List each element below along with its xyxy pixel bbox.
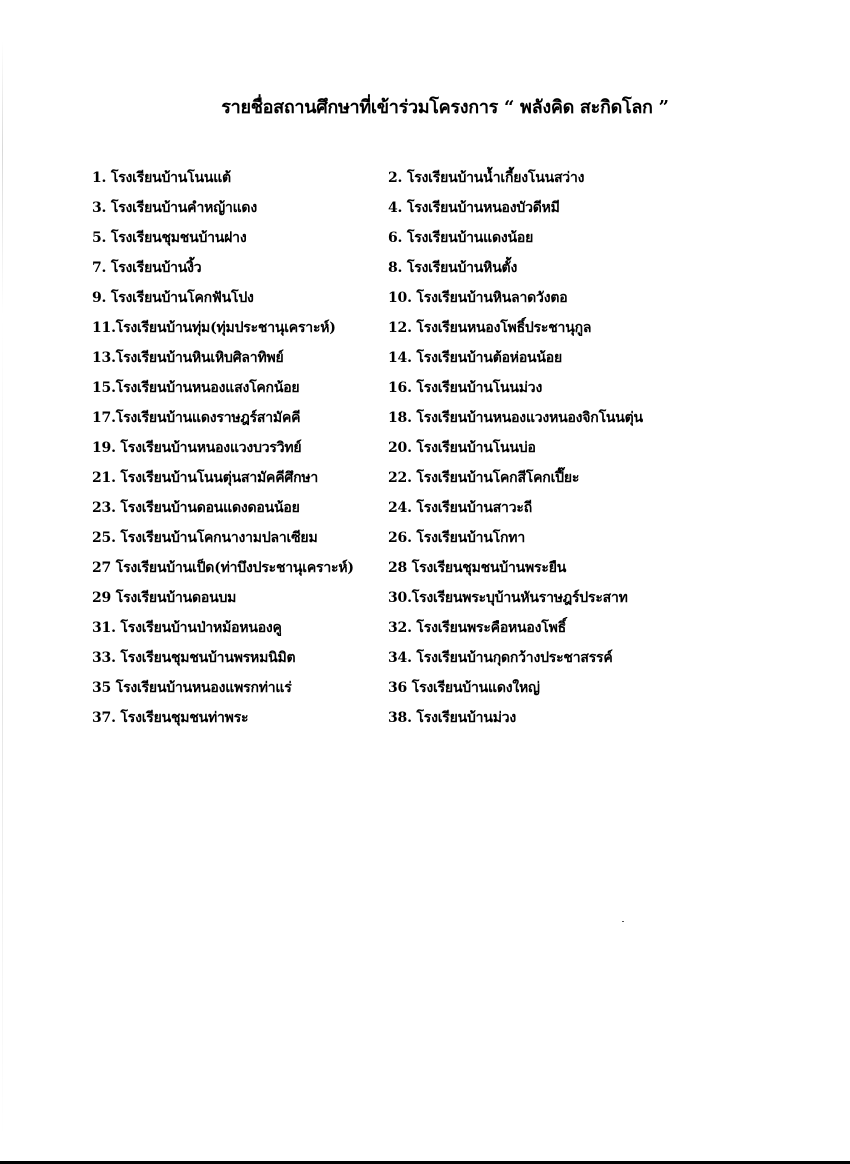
- scan-edge-shadow: [2, 40, 3, 1140]
- school-row: [92, 317, 712, 347]
- school-entry-left: 27 โรงเรียนบ้านเป็ด(ท่าบึงประชานุเคราะห์): [92, 560, 354, 576]
- school-entry-left: 5. โรงเรียนชุมชนบ้านฝาง: [92, 230, 247, 246]
- school-entry-right: 34. โรงเรียนบ้านกุดกว้างประชาสรรค์: [388, 650, 613, 666]
- school-row: [92, 377, 712, 407]
- school-entry-right: 2. โรงเรียนบ้านน้ำเกี้ยงโนนสว่าง: [388, 170, 585, 186]
- school-row: [92, 287, 712, 317]
- scan-speck: [622, 921, 624, 922]
- school-row: [92, 437, 712, 467]
- school-row: [92, 557, 712, 587]
- school-entry-right: 4. โรงเรียนบ้านหนองบัวดีหมี: [388, 200, 560, 216]
- school-row: [92, 227, 712, 257]
- school-entry-right: 30.โรงเรียนพระบุบ้านหันราษฎร์ประสาท: [388, 590, 628, 606]
- school-row: [92, 467, 712, 497]
- school-entry-right: 12. โรงเรียนหนองโพธิ์ประชานุกูล: [388, 320, 592, 336]
- document-title: รายชื่อสถานศึกษาที่เข้าร่วมโครงการ “ พลังคิด สะกิดโลก ”: [221, 97, 669, 118]
- school-entry-left: 23. โรงเรียนบ้านดอนแดงดอนน้อย: [92, 500, 300, 516]
- school-entry-right: 14. โรงเรียนบ้านต้อห่อนน้อย: [388, 350, 562, 366]
- school-entry-right: 18. โรงเรียนบ้านหนองแวงหนองจิกโนนตุ่น: [388, 410, 643, 426]
- school-entry-left: 3. โรงเรียนบ้านคำหญ้าแดง: [92, 200, 257, 216]
- school-entry-left: 13.โรงเรียนบ้านหินเหิบศิลาทิพย์: [92, 350, 284, 366]
- school-entry-right: 10. โรงเรียนบ้านหินลาดวังตอ: [388, 290, 568, 306]
- school-entry-left: 37. โรงเรียนชุมชนท่าพระ: [92, 710, 249, 726]
- school-entry-right: 26. โรงเรียนบ้านโกทา: [388, 530, 525, 546]
- school-row: [92, 617, 712, 647]
- school-entry-right: 20. โรงเรียนบ้านโนนบ่อ: [388, 440, 536, 456]
- school-entry-right: 36 โรงเรียนบ้านแดงใหญ่: [388, 680, 540, 696]
- school-entry-right: 32. โรงเรียนพระคือหนองโพธิ์: [388, 620, 566, 636]
- school-entry-left: 35 โรงเรียนบ้านหนองแพรกท่าแร่: [92, 680, 292, 696]
- school-entry-right: 24. โรงเรียนบ้านสาวะถี: [388, 500, 532, 516]
- school-row: [92, 677, 712, 707]
- school-row: [92, 257, 712, 287]
- school-entry-left: 29 โรงเรียนบ้านดอนบม: [92, 590, 237, 606]
- school-entry-left: 9. โรงเรียนบ้านโคกฟันโปง: [92, 290, 254, 306]
- school-row: [92, 167, 712, 197]
- school-row: [92, 407, 712, 437]
- school-entry-left: 17.โรงเรียนบ้านแดงราษฎร์สามัคคี: [92, 410, 301, 426]
- school-row: [92, 647, 712, 677]
- school-entry-left: 25. โรงเรียนบ้านโคกนางามปลาเซียม: [92, 530, 318, 546]
- school-entry-right: 28 โรงเรียนชุมชนบ้านพระยืน: [388, 560, 567, 576]
- school-row: [92, 197, 712, 227]
- school-entry-left: 33. โรงเรียนชุมชนบ้านพรหมนิมิต: [92, 650, 296, 666]
- school-row: [92, 497, 712, 527]
- school-row: [92, 707, 712, 737]
- school-entry-left: 31. โรงเรียนบ้านป่าหม้อหนองคู: [92, 620, 282, 636]
- school-entry-right: 16. โรงเรียนบ้านโนนม่วง: [388, 380, 543, 396]
- school-entry-left: 7. โรงเรียนบ้านงิ้ว: [92, 260, 202, 276]
- school-row: [92, 527, 712, 557]
- school-entry-right: 6. โรงเรียนบ้านแดงน้อย: [388, 230, 534, 246]
- school-entry-left: 11.โรงเรียนบ้านทุ่ม(ทุ่มประชานุเคราะห์): [92, 320, 336, 336]
- school-entry-right: 38. โรงเรียนบ้านม่วง: [388, 710, 517, 726]
- school-entry-left: 21. โรงเรียนบ้านโนนตุ่นสามัคคีศึกษา: [92, 470, 319, 486]
- school-row: [92, 587, 712, 617]
- school-entry-right: 8. โรงเรียนบ้านหินตั้ง: [388, 260, 518, 276]
- school-entry-left: 1. โรงเรียนบ้านโนนแต้: [92, 170, 231, 186]
- school-entry-right: 22. โรงเรียนบ้านโคกสีโคกเปี๊ยะ: [388, 470, 580, 486]
- school-entry-left: 19. โรงเรียนบ้านหนองแวงบวรวิทย์: [92, 440, 302, 456]
- school-entry-left: 15.โรงเรียนบ้านหนองแสงโคกน้อย: [92, 380, 300, 396]
- school-list: [92, 167, 712, 737]
- school-row: [92, 347, 712, 377]
